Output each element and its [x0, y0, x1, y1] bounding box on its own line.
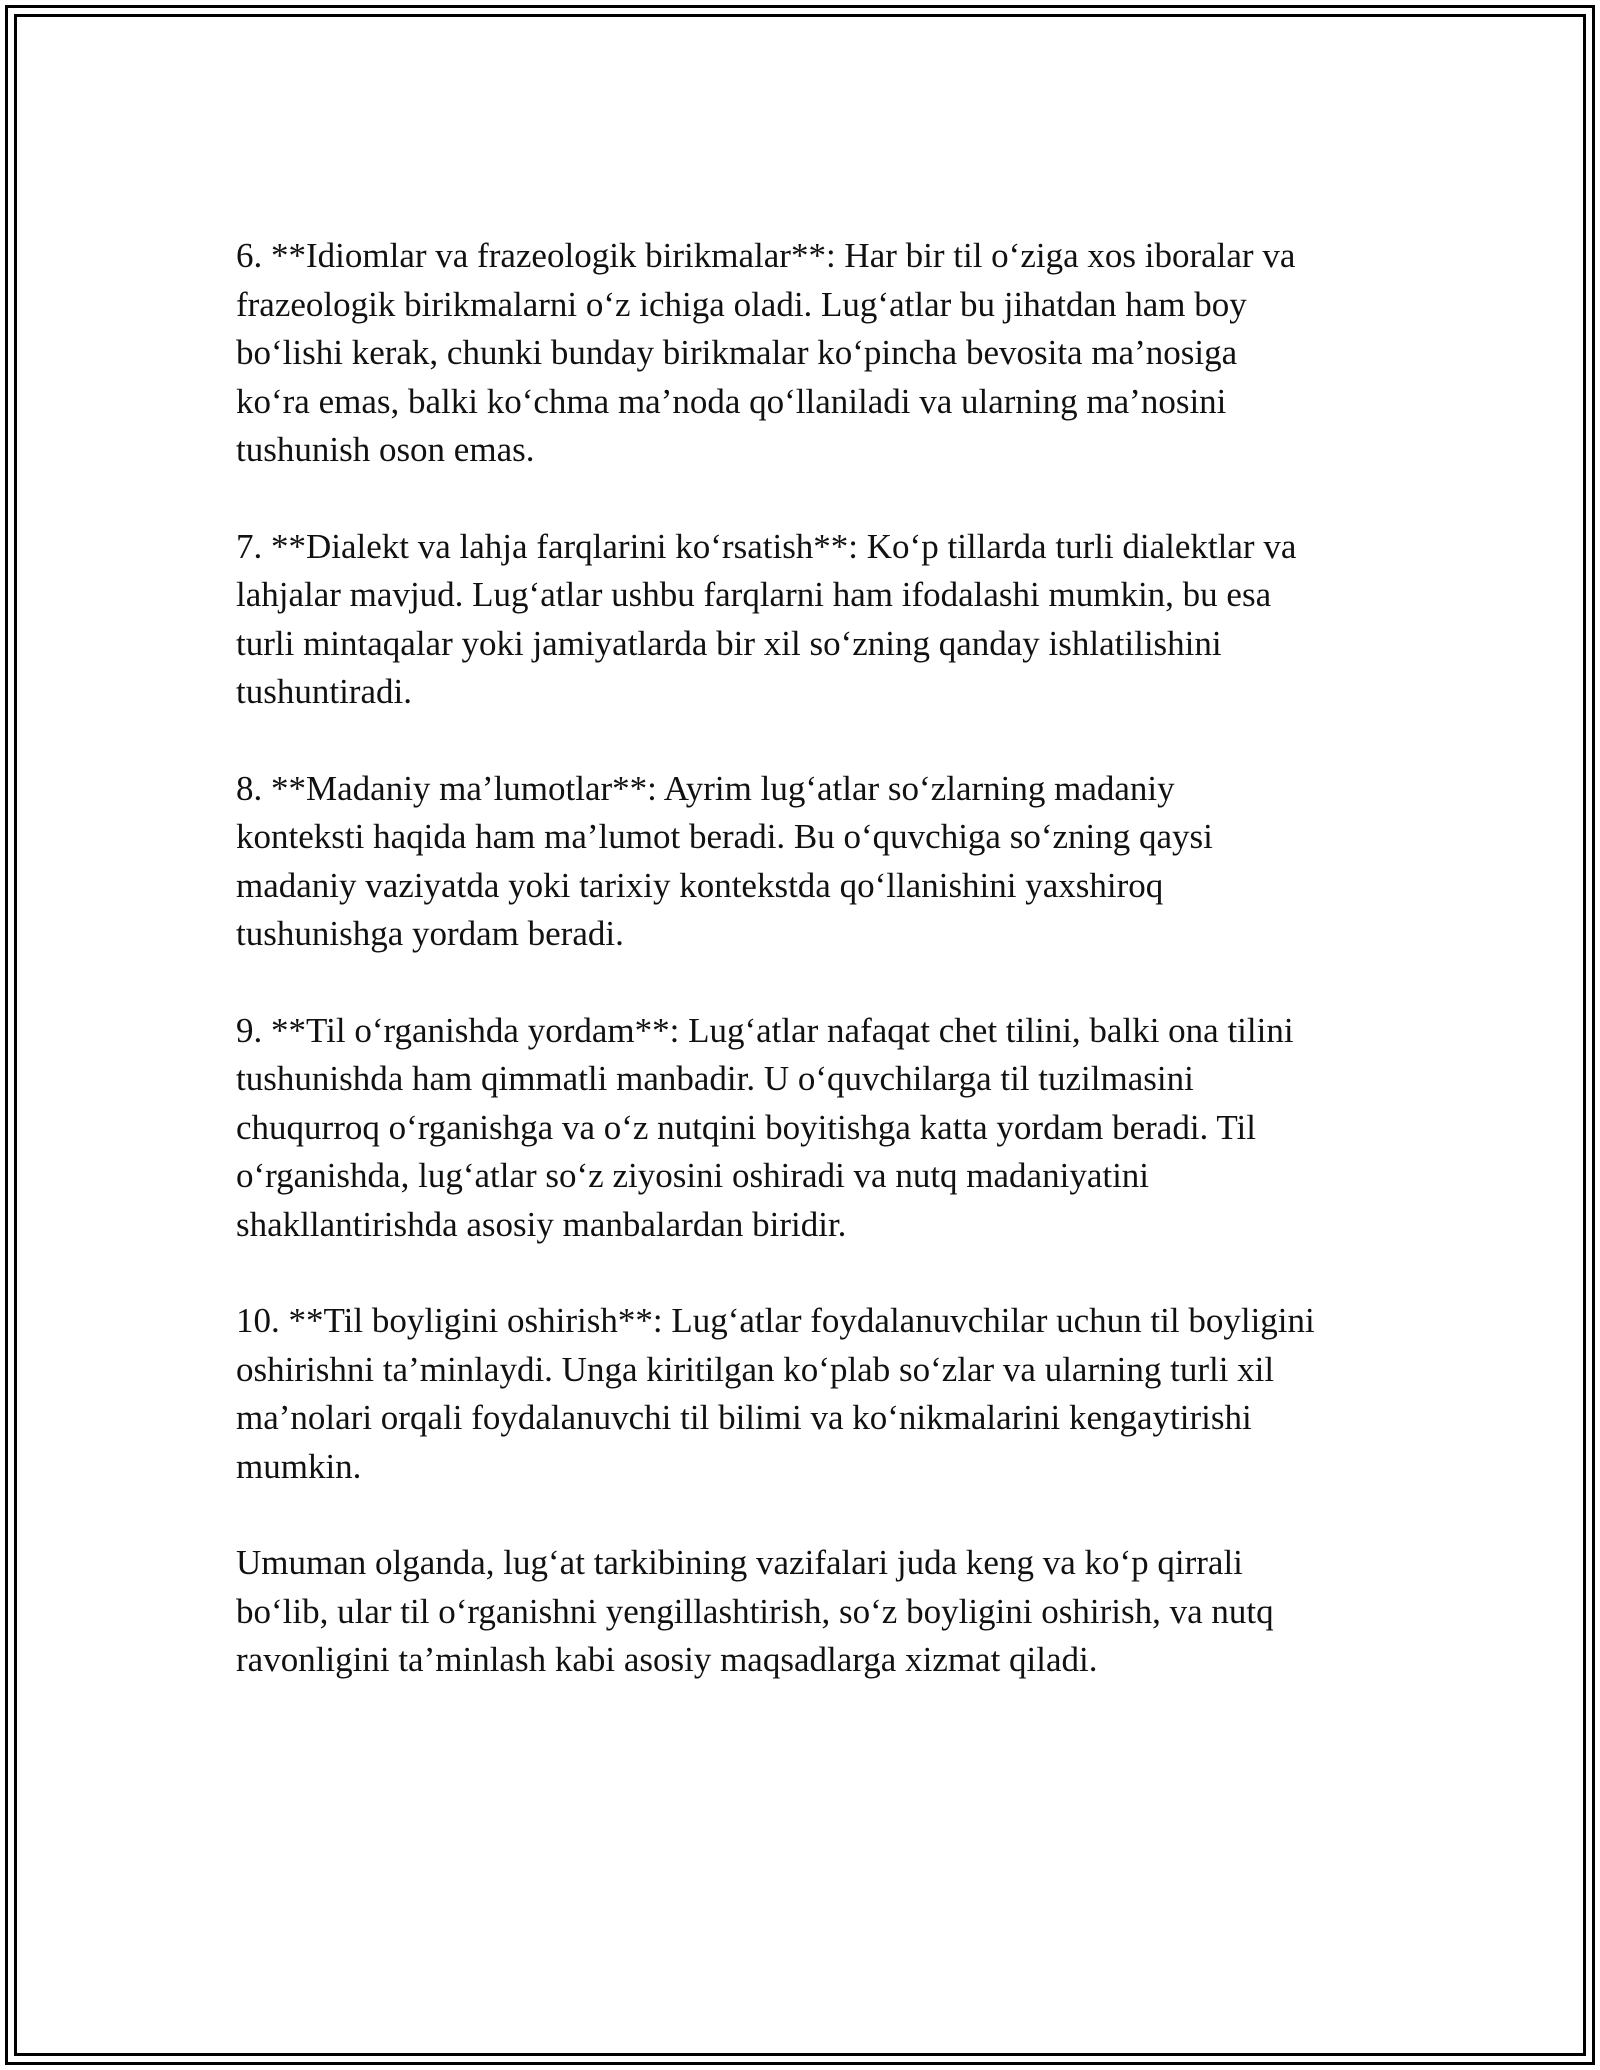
paragraph-item-10 [236, 1297, 1376, 1491]
text-line: mumkin. [236, 1446, 362, 1486]
text-line: ko‘ra emas, balki ko‘chma ma’noda qo‘llaniladi va ularning ma’nosini [236, 381, 1227, 421]
text-line: tushunishga yordam beradi. [236, 914, 624, 953]
text-line: tushunish oson emas. [236, 430, 535, 469]
paragraph-item-6 [236, 232, 1376, 475]
text-line: frazeologik birikmalarni o‘z ichiga oladi. Lug‘atlar bu jihatdan ham boy [236, 284, 1247, 324]
text-line: 10. **Til boyligini oshirish**: Lug‘atlar foydalanuvchilar uchun til boyligini [236, 1301, 1315, 1340]
text-line: 9. **Til o‘rganishda yordam**: Lug‘atlar nafaqat chet tilini, balki ona tilini [236, 1010, 1294, 1050]
text-line: turli mintaqalar yoki jamiyatlarda bir xil so‘zning qanday ishlatilishini [236, 623, 1222, 663]
paragraph-item-7 [236, 523, 1376, 717]
text-line: konteksti haqida ham ma’lumot beradi. Bu o‘quvchiga so‘zning qaysi [236, 817, 1213, 856]
paragraph-item-9 [236, 1007, 1376, 1250]
text-line: 8. **Madaniy ma’lumotlar**: Ayrim lug‘atlar so‘zlarning madaniy [236, 768, 1175, 808]
text-line: Umuman olganda, lug‘at tarkibining vazifalari juda keng va ko‘p qirrali [236, 1543, 1243, 1582]
text-line: oshirishni ta’minlaydi. Unga kiritilgan ko‘plab so‘zlar va ularning turli xil [236, 1349, 1275, 1389]
text-line: bo‘lishi kerak, chunki bunday birikmalar ko‘pincha bevosita ma’nosiga [236, 333, 1238, 372]
text-line: chuqurroq o‘rganishga va o‘z nutqini boyitishga katta yordam beradi. Til [236, 1107, 1257, 1147]
document-body [236, 232, 1376, 1733]
text-line: 7. **Dialekt va lahja farqlarini ko‘rsatish**: Ko‘p tillarda turli dialektlar va [236, 526, 1297, 566]
text-line: 6. **Idiomlar va frazeologik birikmalar**: Har bir til o‘ziga xos iboralar va [236, 236, 1296, 275]
text-line: ma’nolari orqali foydalanuvchi til bilimi va ko‘nikmalarini kengaytirishi [236, 1398, 1252, 1437]
text-line: tushuntiradi. [236, 672, 412, 711]
text-line: madaniy vaziyatda yoki tarixiy kontekstda qo‘llanishini yaxshiroq [236, 865, 1164, 905]
text-line: tushunishda ham qimmatli manbadir. U o‘quvchilarga til tuzilmasini [236, 1059, 1194, 1098]
text-line: lahjalar mavjud. Lug‘atlar ushbu farqlarni ham ifodalashi mumkin, bu esa [236, 575, 1272, 614]
paragraph-item-8 [236, 765, 1376, 959]
text-line: bo‘lib, ular til o‘rganishni yengillashtirish, so‘z boyligini oshirish, va nutq [236, 1591, 1274, 1631]
text-line: shakllantirishda asosiy manbalardan biridir. [236, 1204, 847, 1244]
paragraph-conclusion [236, 1539, 1376, 1685]
text-line: ravonligini ta’minlash kabi asosiy maqsadlarga xizmat qiladi. [236, 1640, 1098, 1679]
text-line: o‘rganishda, lug‘atlar so‘z ziyosini oshiradi va nutq madaniyatini [236, 1156, 1150, 1195]
